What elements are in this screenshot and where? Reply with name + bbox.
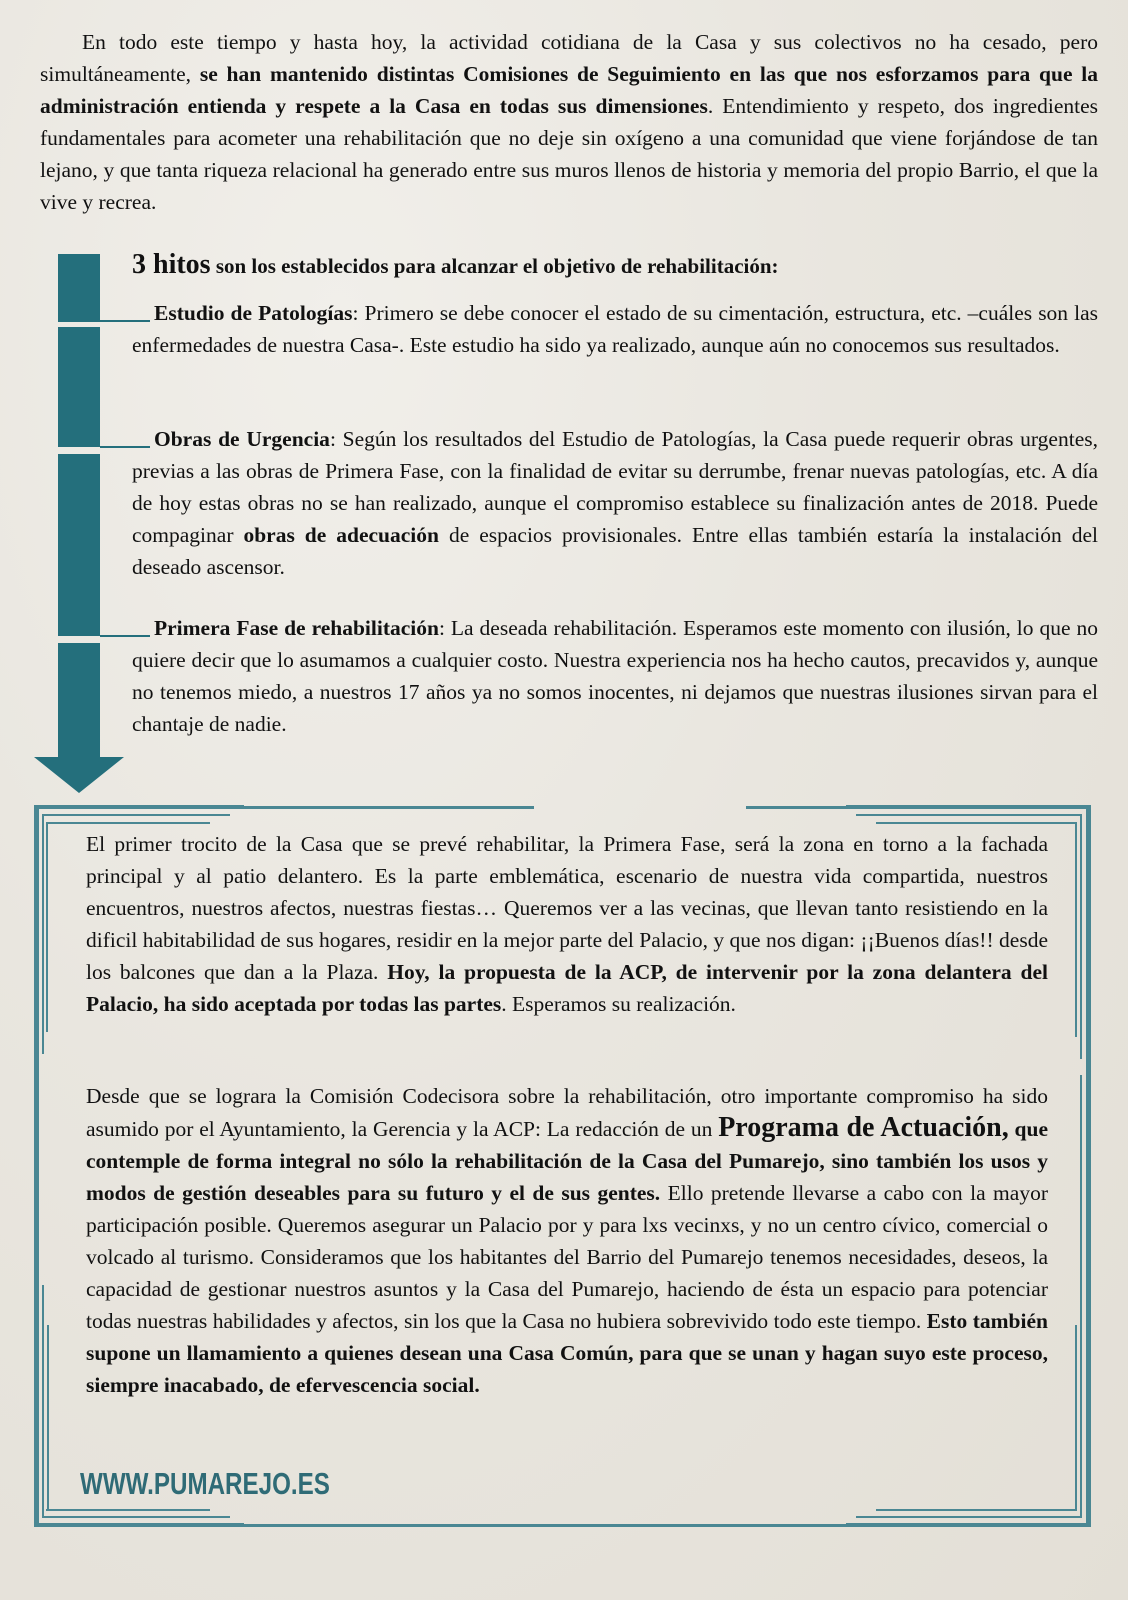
programa-de-actuacion: Programa de Actuación, (718, 1112, 1009, 1143)
intro-paragraph (40, 26, 1098, 218)
box-bold-2: Esto también supone un llamamiento a quienes desean una Casa Común, para que se unan y hagan suyo este proceso, siempre inacabado, de efervescencia social. (86, 1309, 1048, 1397)
hito-text: : Primero se debe conocer el estado de su cimentación, estructura, etc. –cuáles son las enfermedades de nuestra Casa-. Este estudio ha sido ya realizado, aunque aún no conocemos sus resultados. (132, 301, 1098, 357)
box-text: Desde que se lograra la Comisión Codecisora sobre la rehabilitación, otro importante compromiso ha sido asumido por el Ayuntamiento, la Gerencia y la ACP: La redacción de un (86, 1084, 1048, 1141)
hito-bold: obras de adecuación (243, 523, 439, 547)
box-bold: Hoy, la propuesta de la ACP, de intervenir por la zona delantera del Palacio, ha sido aceptada por todas las partes (86, 960, 1048, 1016)
timeline-arrow-segment (58, 254, 100, 322)
timeline-arrow-segment (58, 454, 100, 636)
box-text-2: . Esperamos su realización. (501, 992, 736, 1016)
intro-text-2: . Entendimiento y respeto, dos ingredientes fundamentales para acometer una rehabilitación que no deje sin oxígeno a una comunidad que viene forjándose de tan lejano, y que tanta riqueza relacional ha generado entre sus muros llenos de historia y memoria del propio Barrio, el que la vive y recrea. (40, 94, 1098, 214)
timeline-arrow-segment (58, 643, 100, 759)
hito-item (132, 297, 1098, 361)
box-text-2: Ello pretende llevarse a cabo con la mayor participación posible. Queremos asegurar un Palacio por y para lxs vecinxs, y no un centro cívico, comercial o volcado al turismo. Consideramos que los habitantes del Barrio del Pumarejo tenemos necesidades, deseos, la capacidad de gestionar nuestros asuntos y la Casa del Pumarejo, haciendo de ésta un espacio para potenciar todas nuestras habilidades y afectos, sin los que la Casa no hubiera sobrevivido todo este tiempo. (86, 1181, 1048, 1333)
website-link[interactable]: WWW.PUMAREJO.ES (80, 1466, 330, 1501)
box-paragraph-2 (86, 1080, 1048, 1401)
box-text: El primer trocito de la Casa que se prevé rehabilitar, la Primera Fase, será la zona en torno a la fachada principal y al patio delantero. Es la parte emblemática, escenario de nuestra vida compartida, nuestros encuentros, nuestros afectos, nuestras fiestas… Queremos ver a las vecinas, que llevan tanto resistiendo en la dificil habitabilidad de sus hogares, residir en la mejor parte del Palacio, y que nos digan: ¡¡Buenos días!! desde los balcones que dan a la Plaza. (86, 832, 1048, 984)
hitos-title-big: 3 hitos (132, 249, 211, 280)
box-paragraph-1 (86, 828, 1048, 1020)
timeline-arrow-segment (58, 327, 100, 447)
timeline-arrow-down-icon (34, 757, 124, 793)
intro-text: En todo este tiempo y hasta hoy, la actividad cotidiana de la Casa y sus colectivos no ha cesado, pero simultáneamente, (40, 30, 1098, 86)
hito-name: Obras de Urgencia (154, 427, 330, 451)
intro-bold: se han mantenido distintas Comisiones de Seguimiento en las que nos esforzamos para que la administración entienda y respete a la Casa en todas sus dimensiones (40, 62, 1098, 118)
box-bold: que contemple de forma integral no sólo la rehabilitación de la Casa del Pumarejo, sino también los usos y modos de gestión deseables para su futuro y el de sus gentes. (86, 1117, 1049, 1205)
hitos-heading (132, 250, 1098, 281)
hito-text: : La deseada rehabilitación. Esperamos este momento con ilusión, lo que no quiere decir que lo asumamos a cualquier costo. Nuestra experiencia nos ha hecho cautos, precavidos y, aunque no tenemos miedo, a nuestros 17 años ya no somos inocentes, ni dejamos que nuestras ilusiones sirvan para el chantaje de nadie. (132, 616, 1098, 736)
hito-text-2: de espacios provisionales. Entre ellas también estaría la instalación del deseado ascensor. (132, 523, 1099, 579)
hito-name: Estudio de Patologías (154, 301, 353, 325)
hitos-title-rest: son los establecidos para alcanzar el objetivo de rehabilitación: (210, 254, 779, 278)
hito-name: Primera Fase de rehabilitación (154, 616, 439, 640)
hito-text: : Según los resultados del Estudio de Patologías, la Casa puede requerir obras urgentes, previas a las obras de Primera Fase, con la finalidad de evitar su derrumbe, frenar nuevas patologías, etc. A día de hoy estas obras no se han realizado, aunque el compromiso establece su finalización antes de 2018. Puede compaginar (132, 427, 1098, 547)
hito-item (132, 423, 1098, 583)
hito-item (132, 612, 1098, 740)
